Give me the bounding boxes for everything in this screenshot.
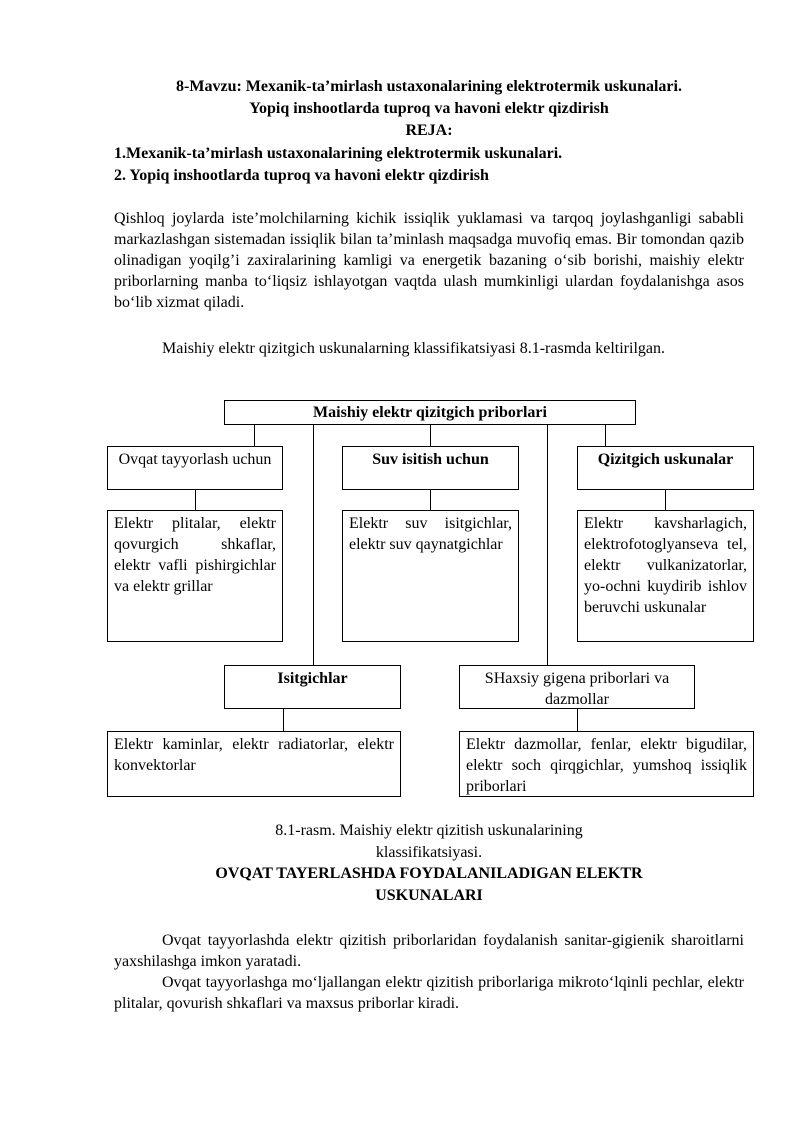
- connector-line: [430, 425, 431, 446]
- intro-paragraph-2: Maishiy elektr qizitgich uskunalarning klassifikatsiyasi 8.1-rasmda keltirilgan.: [162, 340, 665, 357]
- section-heading-line-2: USKUNALARI: [375, 887, 483, 904]
- connector-line: [665, 490, 666, 510]
- detail-box-personal: Elektr dazmollar, fenlar, elektr bigudilar, elektr soch qirqgichlar, yumshoq issiqlik priborlari: [459, 731, 754, 797]
- category-box-personal: SHaxsiy gigena priborlari va dazmollar: [459, 665, 695, 709]
- detail-box-space-heaters: Elektr kaminlar, elektr radiatorlar, elektr konvektorlar: [107, 731, 401, 797]
- intro-paragraph-1: Qishloq joylarda iste’molchilarning kichik issiqlik yuklamasi va tarqoq joylashganligi sababli markazlashgan sistemadan issiqlik bilan ta’minlash maqsadga muvofiq emas. Bir tomondan qazib olinadigan yoqilg’i zaxiralarining kamligi va energetik bazaning o‘sib borishi, maishiy elektr priborlarning manba to‘liqsiz ishlayotgan vaqtda ulash mumkinligi ulardan foydalanishga asos bo‘lib xizmat qiladi.: [114, 210, 744, 311]
- connector-line: [430, 490, 431, 510]
- connector-line: [254, 425, 255, 446]
- plan-heading: REJA:: [405, 122, 453, 139]
- title-line-2: Yopiq inshootlarda tuproq va havoni elektr qizdirish: [249, 100, 609, 117]
- detail-box-heaters: Elektr kavsharlagich, elektrofotoglyanseva tel, elektr vulkanizatorlar, yo-ochni kuydirib ishlov beruvchi uskunalar: [577, 510, 754, 642]
- figure-caption-line-1: 8.1-rasm. Maishiy elektr qizitish uskunalarining: [275, 822, 583, 839]
- section-paragraph-1: Ovqat tayyorlashda elektr qizitish priborlaridan foydalanish sanitar-gigienik sharoitlarni yaxshilashga imkon yaratadi.: [114, 932, 744, 970]
- connector-line: [577, 709, 578, 731]
- figure-caption-line-2: klassifikatsiyasi.: [375, 844, 483, 861]
- section-paragraph-2: Ovqat tayyorlashga mo‘ljallangan elektr qizitish priborlariga mikroto‘lqinli pechlar, elektr plitalar, qovurish shkaflari va maxsus priborlar kiradi.: [114, 974, 744, 1012]
- diagram-root-box: Maishiy elektr qizitgich priborlari: [224, 400, 636, 425]
- plan-item-2: 2. Yopiq inshootlarda tuproq va havoni elektr qizdirish: [114, 167, 489, 184]
- connector-line: [195, 490, 196, 510]
- section-heading-line-1: OVQAT TAYERLASHDA FOYDALANILADIGAN ELEKTR: [215, 865, 643, 882]
- plan-item-1: 1.Mexanik-ta’mirlash ustaxonalarining elektrotermik uskunalari.: [114, 145, 563, 162]
- connector-line: [547, 425, 548, 665]
- detail-box-cooking: Elektr plitalar, elektr qovurgich shkaflar, elektr vafli pishirgichlar va elektr grillar: [107, 510, 283, 642]
- detail-box-water: Elektr suv isitgichlar, elektr suv qaynatgichlar: [342, 510, 519, 642]
- connector-line: [605, 425, 606, 446]
- connector-line: [283, 709, 284, 731]
- title-line-1: 8-Mavzu: Mexanik-ta’mirlash ustaxonalarining elektrotermik uskunalari.: [176, 78, 682, 95]
- category-box-water: Suv isitish uchun: [342, 446, 519, 490]
- category-box-heaters: Qizitgich uskunalar: [577, 446, 754, 490]
- category-box-cooking: Ovqat tayyorlash uchun: [107, 446, 283, 490]
- connector-line: [313, 425, 314, 665]
- category-box-space-heaters: Isitgichlar: [224, 665, 401, 709]
